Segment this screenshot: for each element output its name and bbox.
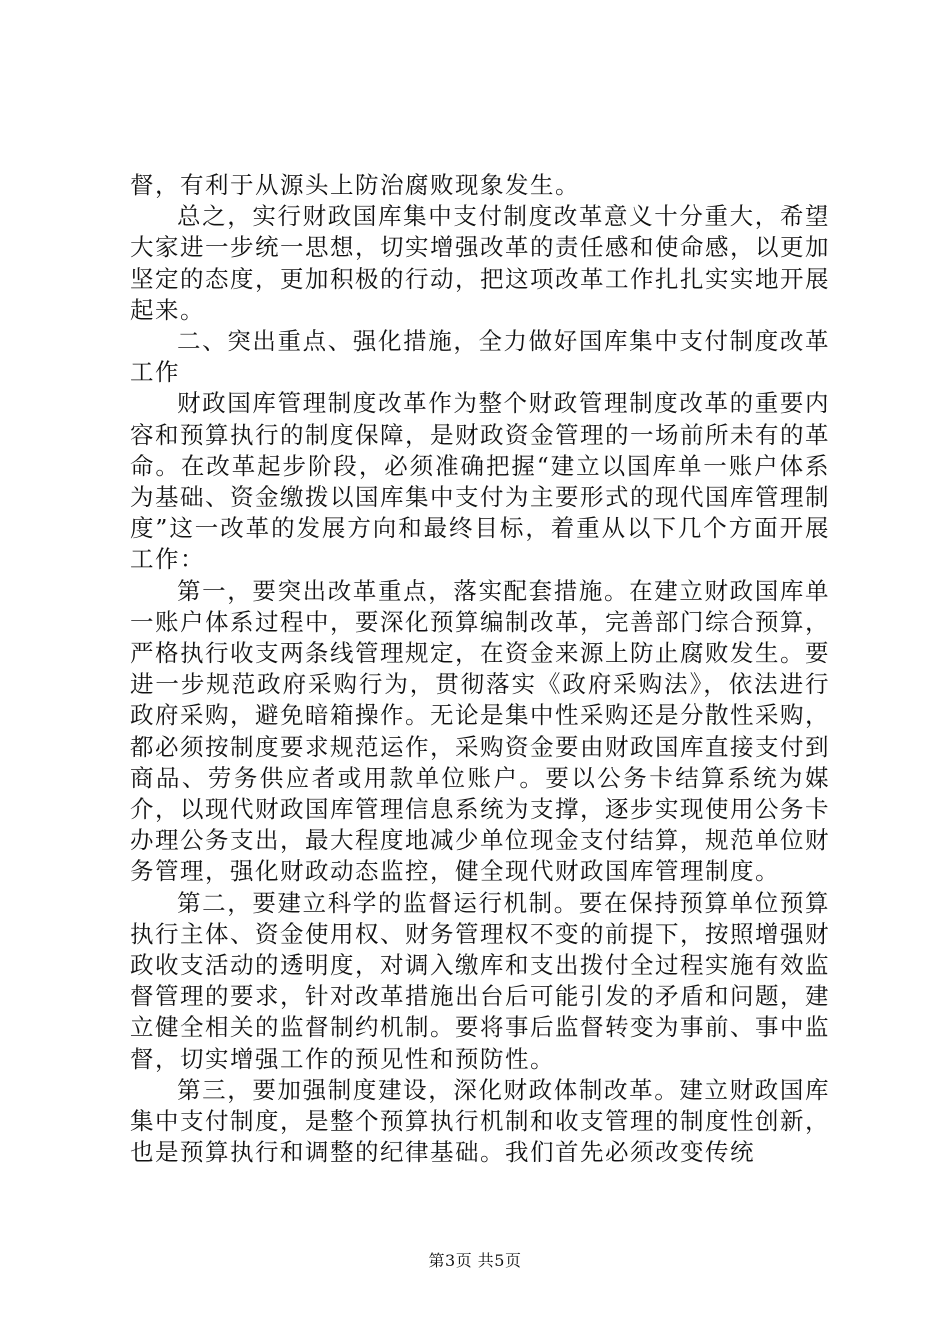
paragraph-reform-overview: 财政国库管理制度改革作为整个财政管理制度改革的重要内容和预算执行的制度保障，是财政资金管理的一场前所未有的革命。在改革起步阶段，必须准确把握“建立以国库单一账户体系为基础、资金缴拨以国库集中支付为主要形式的现代国库管理制度”这一改革的发展方向和最终目标，着重从以下几个方面开展工作： <box>130 389 830 574</box>
paragraph-continuation: 督，有利于从源头上防治腐败现象发生。 <box>130 171 580 199</box>
document-body <box>130 170 830 1169</box>
paragraph-conclusion: 总之，实行财政国库集中支付制度改革意义十分重大，希望大家进一步统一思想，切实增强改革的责任感和使命感，以更加坚定的态度，更加积极的行动，把这项改革工作扎扎实实地开展起来。 <box>130 202 830 324</box>
paragraph-third-point: 第三，要加强制度建设，深化财政体制改革。建立财政国库集中支付制度，是整个预算执行机制和收支管理的制度性创新，也是预算执行和调整的纪律基础。我们首先必须改变传统 <box>130 1075 830 1167</box>
page-number-footer: 第3页 共5页 <box>428 1251 522 1270</box>
section-heading: 二、突出重点、强化措施，全力做好国库集中支付制度改革工作 <box>130 327 830 387</box>
paragraph-first-point: 第一，要突出改革重点，落实配套措施。在建立财政国库单一账户体系过程中，要深化预算编制改革，完善部门综合预算，严格执行收支两条线管理规定，在资金来源上防止腐败发生。要进一步规范政府采购行为，贯彻落实《政府采购法》，依法进行政府采购，避免暗箱操作。无论是集中性采购还是分散性采购，都必须按制度要求规范运作，采购资金要由财政国库直接支付到商品、劳务供应者或用款单位账户。要以公务卡结算系统为媒介，以现代财政国库管理信息系统为支撑，逐步实现使用公务卡办理公务支出，最大程度地减少单位现金支付结算，规范单位财务管理，强化财政动态监控，健全现代财政国库管理制度。 <box>130 576 830 886</box>
paragraph-second-point: 第二，要建立科学的监督运行机制。要在保持预算单位预算执行主体、资金使用权、财务管理权不变的前提下，按照增强财政收支活动的透明度，对调入缴库和支出拨付全过程实施有效监督管理的要求，针对改革措施出台后可能引发的矛盾和问题，建立健全相关的监督制约机制。要将事后监督转变为事前、事中监督，切实增强工作的预见性和预防性。 <box>130 888 830 1073</box>
